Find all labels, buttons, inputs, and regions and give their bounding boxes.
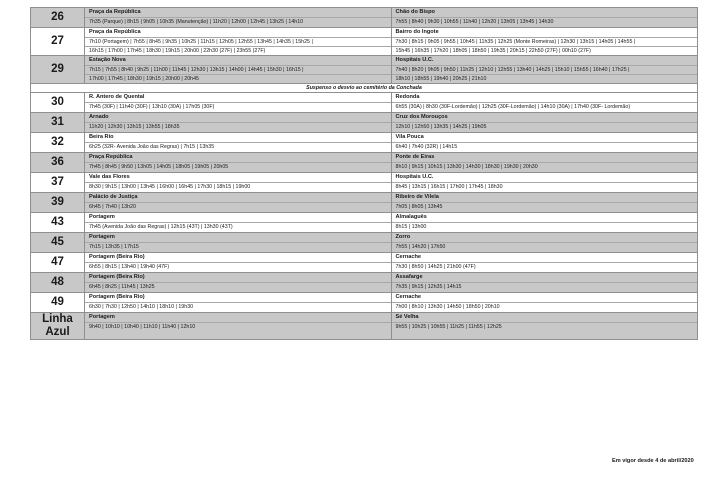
outbound-cell xyxy=(85,93,392,113)
line-number: 37 xyxy=(31,173,85,193)
departure-times: 7h05 | 8h05 | 13h45 xyxy=(392,202,698,212)
departure-times: 7h10 (Portagem) | 7h55 | 8h45 | 9h35 | 10h25 | 11h15 | 12h05 | 12h55 | 13h45 | 14h35 | 15h25 | xyxy=(85,37,391,46)
outbound-cell xyxy=(85,153,392,173)
departure-times: 8h15 | 13h00 xyxy=(392,222,698,232)
departure-times: 6h40 | 7h40 (32R) | 14h15 xyxy=(392,142,698,152)
outbound-cell xyxy=(85,56,392,84)
departure-times: 6h55 (30A) | 8h30 (30F-Lordemão) | 12h25 (30F-Lordemão) | 14h10 (30A) | 17h40 (30F- Lordemão) xyxy=(392,102,698,112)
stop-name: Chão do Bispo xyxy=(395,9,435,15)
departure-times: 6h30 | 7h30 | 12h50 | 14h10 | 18h10 | 19h30 xyxy=(85,302,391,312)
outbound-cell xyxy=(85,313,392,340)
validity-note: Em vigor desde 4 de abril/2020 xyxy=(612,458,694,464)
departure-times: 7h15 | 7h55 | 8h40 | 9h25 | 11h00 | 11h45 | 12h30 | 13h15 | 14h00 | 14h45 | 15h30 | 16h15 | xyxy=(85,65,391,74)
return-cell xyxy=(391,213,698,233)
departure-times: 12h10 | 12h50 | 13h35 | 14h25 | 19h05 xyxy=(392,122,698,132)
stop-name: Portagem xyxy=(89,214,115,220)
departure-times: 7h45 (Avenida João das Regras) | 12h15 (43T) | 13h30 (43T) xyxy=(85,222,391,232)
departure-times: 6h25 (32R- Avenida João das Regras) | 7h15 | 13h35 xyxy=(85,142,391,152)
line-number: 27 xyxy=(31,28,85,56)
return-cell xyxy=(391,133,698,153)
return-cell xyxy=(391,173,698,193)
departure-times: 7h30 | 8h15 | 9h05 | 9h55 | 10h45 | 11h35 | 12h25 (Monte Romeiras) | 12h30 | 13h15 | 14h05 | 14h55 | xyxy=(392,37,698,46)
outbound-cell xyxy=(85,293,392,313)
departure-times: 6h55 | 8h15 | 13h40 | 19h40 (47F) xyxy=(85,262,391,272)
departure-times: 15h45 | 16h35 | 17h20 | 18h05 | 18h50 | 19h35 | 20h15 | 22h50 (27F) | 00h10 (27F) xyxy=(392,46,698,55)
departure-times: 17h00 | 17h45 | 18h30 | 19h15 | 20h00 | 20h45 xyxy=(85,74,391,83)
departure-times: 7h35 | 9h15 | 12h35 | 14h15 xyxy=(392,282,698,292)
stop-name: Almalaguês xyxy=(395,214,427,220)
stop-name: Arnado xyxy=(89,114,109,120)
departure-times: 11h20 | 12h30 | 13h15 | 13h55 | 18h35 xyxy=(85,122,391,132)
line-number: 32 xyxy=(31,133,85,153)
stop-name: Praça da República xyxy=(89,29,141,35)
timetable-row xyxy=(31,8,698,28)
return-cell xyxy=(391,293,698,313)
outbound-cell xyxy=(85,28,392,56)
timetable-row xyxy=(31,273,698,293)
stop-name: Assafarge xyxy=(395,274,423,280)
stop-name: Zorro xyxy=(395,234,411,240)
return-cell xyxy=(391,28,698,56)
line-number: 39 xyxy=(31,193,85,213)
timetable-row xyxy=(31,93,698,113)
departure-times: 16h15 | 17h00 | 17h45 | 18h30 | 19h15 | 20h00 | 22h30 (27F) | 23h55 (27F) xyxy=(85,46,391,55)
departure-times: 8h30 | 9h15 | 13h00 | 13h45 | 16h00 | 16h45 | 17h30 | 18h15 | 19h00 xyxy=(85,182,391,192)
outbound-cell xyxy=(85,8,392,28)
stop-name: Estação Nova xyxy=(89,57,126,63)
outbound-cell xyxy=(85,173,392,193)
departure-times: 7h40 | 8h20 | 9h05 | 9h50 | 11h25 | 12h10 | 12h55 | 13h40 | 14h25 | 15h10 | 15h55 | 16h40 | 17h25 | xyxy=(392,65,698,74)
line-number: 36 xyxy=(31,153,85,173)
stop-name: Bairro do Ingote xyxy=(395,29,439,35)
timetable-row xyxy=(31,28,698,56)
return-cell xyxy=(391,8,698,28)
line-number: 47 xyxy=(31,253,85,273)
timetable-row xyxy=(31,193,698,213)
timetable-row xyxy=(31,213,698,233)
stop-name: R. Antero de Quental xyxy=(89,94,145,100)
stop-name: Cernache xyxy=(395,294,421,300)
stop-name: Cruz dos Morouços xyxy=(395,114,448,120)
timetable-row xyxy=(31,253,698,273)
outbound-cell xyxy=(85,213,392,233)
stop-name: Praça da República xyxy=(89,9,141,15)
departure-times: 7h55 | 14h20 | 17h50 xyxy=(392,242,698,252)
timetable-row xyxy=(31,233,698,253)
return-cell xyxy=(391,233,698,253)
stop-name: Beira Rio xyxy=(89,134,114,140)
departure-times: 6h45 | 8h25 | 11h45 | 13h25 xyxy=(85,282,391,292)
bus-timetable xyxy=(30,7,698,340)
timetable-row xyxy=(31,293,698,313)
stop-name: Palácio de Justiça xyxy=(89,194,138,200)
departure-times: 8h45 | 13h15 | 16h15 | 17h00 | 17h45 | 18h30 xyxy=(392,182,698,192)
return-cell xyxy=(391,113,698,133)
departure-times: 7h45 | 8h45 | 9h50 | 13h05 | 14h05 | 18h05 | 19h05 | 20h05 xyxy=(85,162,391,172)
stop-name: Portagem (Beira Rio) xyxy=(89,254,145,260)
timetable-row xyxy=(31,56,698,84)
timetable-body xyxy=(31,8,698,340)
outbound-cell xyxy=(85,233,392,253)
departure-times: 7h45 (30F) | 11h40 (30F) | 13h10 (30A) | 17h05 (30F) xyxy=(85,102,391,112)
timetable-row xyxy=(31,113,698,133)
stop-name: Vila Pouca xyxy=(395,134,424,140)
departure-times: 18h10 | 18h55 | 19h40 | 20h25 | 21h10 xyxy=(392,74,698,83)
departure-times: 9h55 | 10h25 | 10h55 | 11h25 | 11h55 | 12h25 xyxy=(392,322,698,332)
departure-times: 6h45 | 7h40 | 13h20 xyxy=(85,202,391,212)
notice-text: Suspenso o desvio ao cemitério da Conchada xyxy=(31,84,698,93)
stop-name: Vale das Flores xyxy=(89,174,130,180)
stop-name: Hospitais U.C. xyxy=(395,174,434,180)
line-number: 45 xyxy=(31,233,85,253)
stop-name: Redonda xyxy=(395,94,420,100)
notice-row xyxy=(31,84,698,93)
return-cell xyxy=(391,313,698,340)
return-cell xyxy=(391,193,698,213)
outbound-cell xyxy=(85,273,392,293)
timetable-row xyxy=(31,173,698,193)
line-number: Linha Azul xyxy=(31,313,85,340)
outbound-cell xyxy=(85,113,392,133)
departure-times: 7h30 | 8h50 | 14h25 | 21h00 (47F) xyxy=(392,262,698,272)
stop-name: Portagem xyxy=(89,234,115,240)
timetable-row xyxy=(31,313,698,340)
line-number: 48 xyxy=(31,273,85,293)
timetable-row xyxy=(31,133,698,153)
line-number: 43 xyxy=(31,213,85,233)
stop-name: Ponte de Eiras xyxy=(395,154,435,160)
line-number: 49 xyxy=(31,293,85,313)
departure-times: 9h40 | 10h10 | 10h40 | 11h10 | 11h40 | 12h10 xyxy=(85,322,391,332)
departure-times: 7h55 | 8h40 | 9h30 | 10h55 | 11h40 | 12h20 | 13h05 | 13h45 | 14h30 xyxy=(392,17,698,27)
stop-name: Praça República xyxy=(89,154,133,160)
return-cell xyxy=(391,56,698,84)
stop-name: Portagem (Beira Rio) xyxy=(89,274,145,280)
stop-name: Portagem xyxy=(89,314,115,320)
line-number: 26 xyxy=(31,8,85,28)
stop-name: Portagem (Beira Rio) xyxy=(89,294,145,300)
outbound-cell xyxy=(85,253,392,273)
stop-name: Sé Velha xyxy=(395,314,419,320)
return-cell xyxy=(391,93,698,113)
departure-times: 7h00 | 8h10 | 13h30 | 14h50 | 18h50 | 20h10 xyxy=(392,302,698,312)
departure-times: 8h10 | 9h15 | 10h15 | 13h30 | 14h30 | 18h30 | 19h30 | 20h30 xyxy=(392,162,698,172)
departure-times: 7h15 | 13h35 | 17h15 xyxy=(85,242,391,252)
stop-name: Cernache xyxy=(395,254,421,260)
line-number: 30 xyxy=(31,93,85,113)
timetable-row xyxy=(31,153,698,173)
return-cell xyxy=(391,253,698,273)
departure-times: 7h35 (Parque) | 8h15 | 9h05 | 10h35 (Manutenção) | 11h20 | 12h00 | 12h45 | 13h25 | 14h10 xyxy=(85,17,391,27)
stop-name: Hospitais U.C. xyxy=(395,57,434,63)
return-cell xyxy=(391,273,698,293)
return-cell xyxy=(391,153,698,173)
outbound-cell xyxy=(85,193,392,213)
line-number: 29 xyxy=(31,56,85,84)
stop-name: Ribeiro de Vilela xyxy=(395,194,439,200)
line-number: 31 xyxy=(31,113,85,133)
outbound-cell xyxy=(85,133,392,153)
